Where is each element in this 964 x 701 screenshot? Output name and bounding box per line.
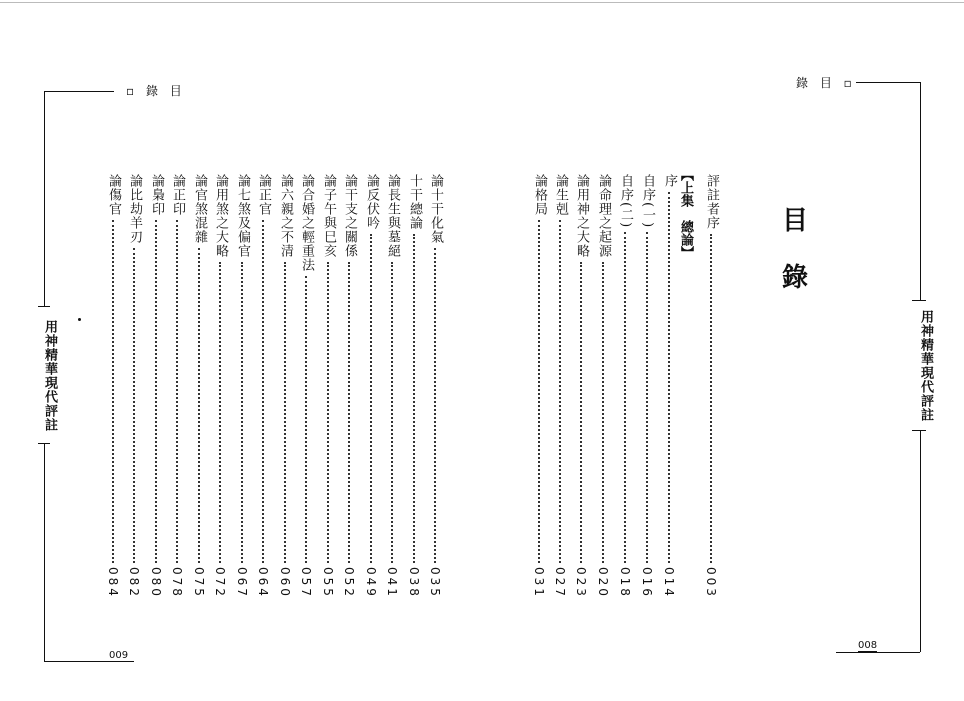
- toc-entry-title: 論用神之大略: [574, 174, 589, 258]
- dot-leader: [241, 262, 243, 563]
- toc-entry-page: 064: [256, 567, 270, 599]
- right-border-upper: [920, 82, 921, 300]
- toc-entry-page: 018: [618, 567, 632, 599]
- dot-leader: [284, 262, 286, 563]
- toc-entry-title: 論傷官: [106, 174, 121, 216]
- toc-entry-title: 論反伏吟: [364, 174, 379, 230]
- toc-entry-page: 060: [278, 567, 292, 599]
- left-border-upper: [44, 91, 45, 306]
- toc-entry-page: 031: [532, 567, 546, 599]
- toc-entry-page: 082: [127, 567, 141, 599]
- toc-entry-page: 003: [704, 567, 718, 599]
- toc-entry: [572, 174, 590, 599]
- toc-entry-title: 評註者序: [704, 174, 719, 230]
- toc-entry: [616, 174, 634, 599]
- dot-leader: [133, 248, 135, 563]
- toc-entry-page: 038: [407, 567, 421, 599]
- left-title-top-tick: [38, 306, 50, 307]
- dot-leader: [176, 220, 178, 563]
- right-page-header: 錄 目 ▫: [796, 76, 856, 90]
- toc-entry-title: 論生剋: [553, 174, 568, 216]
- toc-entry-title: 論命理之起源: [596, 174, 611, 258]
- toc-entry-title: 論正印: [170, 174, 185, 216]
- toc-entry: [340, 174, 358, 599]
- toc-entry-page: 052: [342, 567, 356, 599]
- toc-entry-title: 自序(二): [618, 174, 633, 229]
- toc-entry-title: 論干支之關係: [342, 174, 357, 258]
- dot-leader: [112, 220, 114, 563]
- dot-leader: [624, 232, 626, 563]
- right-title-bottom-tick: [912, 430, 926, 431]
- toc-entry-title: 論正官: [256, 174, 271, 216]
- toc-entry-page: 049: [364, 567, 378, 599]
- toc-big-title-2: 錄: [782, 263, 809, 293]
- dot-leader: [646, 232, 648, 563]
- section-heading: 【上集 總論】: [678, 168, 693, 259]
- toc-entry: [104, 174, 122, 599]
- dot-leader: [348, 262, 350, 563]
- toc-entry-page: 041: [385, 567, 399, 599]
- left-page-header: ▫ 錄 目: [126, 84, 186, 98]
- right-title-top-tick: [912, 300, 926, 301]
- toc-entry: [190, 174, 208, 599]
- toc-entry-title: 自序(一): [640, 174, 655, 229]
- toc-entry-page: 020: [596, 567, 610, 599]
- toc-entry-page: 078: [170, 567, 184, 599]
- toc-entry-title: 論梟印: [149, 174, 164, 216]
- toc-entry: [702, 174, 720, 599]
- toc-entry-title: 論比劫羊刃: [127, 174, 142, 244]
- left-page-number: 009: [109, 650, 129, 661]
- toc-entry: [125, 174, 143, 599]
- dot-leader: [559, 220, 561, 563]
- top-edge-line: [0, 2, 964, 3]
- toc-entry: [297, 174, 315, 599]
- toc-entry-title: 論長生與墓絕: [385, 174, 400, 258]
- toc-entry: [405, 174, 423, 599]
- toc-big-title-1: 目: [782, 206, 809, 236]
- toc-entry: [551, 174, 569, 599]
- toc-entry: [594, 174, 612, 599]
- toc-entry-title: 論格局: [532, 174, 547, 216]
- toc-entry-page: 057: [299, 567, 313, 599]
- toc-entry-page: 084: [106, 567, 120, 599]
- dot-leader: [198, 248, 200, 563]
- toc-entry-title: 序: [662, 174, 677, 188]
- dot-leader: [580, 262, 582, 563]
- dot-leader: [155, 220, 157, 563]
- toc-entry-title: 論六親之不清: [278, 174, 293, 258]
- toc-entry: [211, 174, 229, 599]
- toc-entry-title: 論七煞及偏官: [235, 174, 250, 258]
- dot-leader: [710, 234, 712, 563]
- dot-leader: [370, 234, 372, 563]
- dot-leader: [434, 248, 436, 563]
- right-page-number: 008: [858, 640, 878, 651]
- dot-leader: [391, 262, 393, 563]
- toc-entry: [362, 174, 380, 599]
- ink-speck: [78, 318, 81, 321]
- toc-entry-page: 014: [662, 567, 676, 599]
- right-border-lower: [920, 430, 921, 652]
- toc-entry-page: 080: [149, 567, 163, 599]
- dot-leader: [602, 262, 604, 563]
- toc-entry-title: 論合婚之輕重法: [299, 174, 314, 272]
- right-side-title: 用神精華現代評註: [918, 310, 933, 422]
- toc-entry-page: 075: [192, 567, 206, 599]
- toc-entry-page: 027: [553, 567, 567, 599]
- toc-entry-title: 十干總論: [407, 174, 422, 230]
- toc-entry-page: 055: [321, 567, 335, 599]
- toc-entry: [383, 174, 401, 599]
- toc-entry-title: 論子午與巳亥: [321, 174, 336, 258]
- toc-entry: [233, 174, 251, 599]
- toc-entry: [319, 174, 337, 599]
- toc-entry-page: 035: [428, 567, 442, 599]
- toc-entry-page: 016: [640, 567, 654, 599]
- left-side-title: 用神精華現代評註: [42, 320, 57, 432]
- toc-entry-title: 論用煞之大略: [213, 174, 228, 258]
- toc-entry-title: 論官煞混雜: [192, 174, 207, 244]
- toc-entry-page: 067: [235, 567, 249, 599]
- toc-entry: [530, 174, 548, 599]
- dot-leader: [262, 220, 264, 563]
- toc-entry: [638, 174, 656, 599]
- dot-leader: [327, 262, 329, 563]
- dot-leader: [668, 192, 670, 563]
- toc-entry: [168, 174, 186, 599]
- dot-leader: [538, 220, 540, 563]
- toc-entry-page: 072: [213, 567, 227, 599]
- right-footer-rule: [836, 652, 920, 653]
- toc-entry: [254, 174, 272, 599]
- toc-entry: [660, 174, 678, 599]
- dot-leader: [305, 276, 307, 563]
- dot-leader: [219, 262, 221, 563]
- dot-leader: [413, 234, 415, 563]
- left-border-lower: [44, 443, 45, 661]
- toc-entry: [276, 174, 294, 599]
- right-header-rule: [856, 82, 920, 83]
- toc-entry-title: 論十干化氣: [428, 174, 443, 244]
- toc-entry-page: 023: [574, 567, 588, 599]
- toc-entry: [426, 174, 444, 599]
- toc-entry: [147, 174, 165, 599]
- left-header-rule: [44, 91, 114, 92]
